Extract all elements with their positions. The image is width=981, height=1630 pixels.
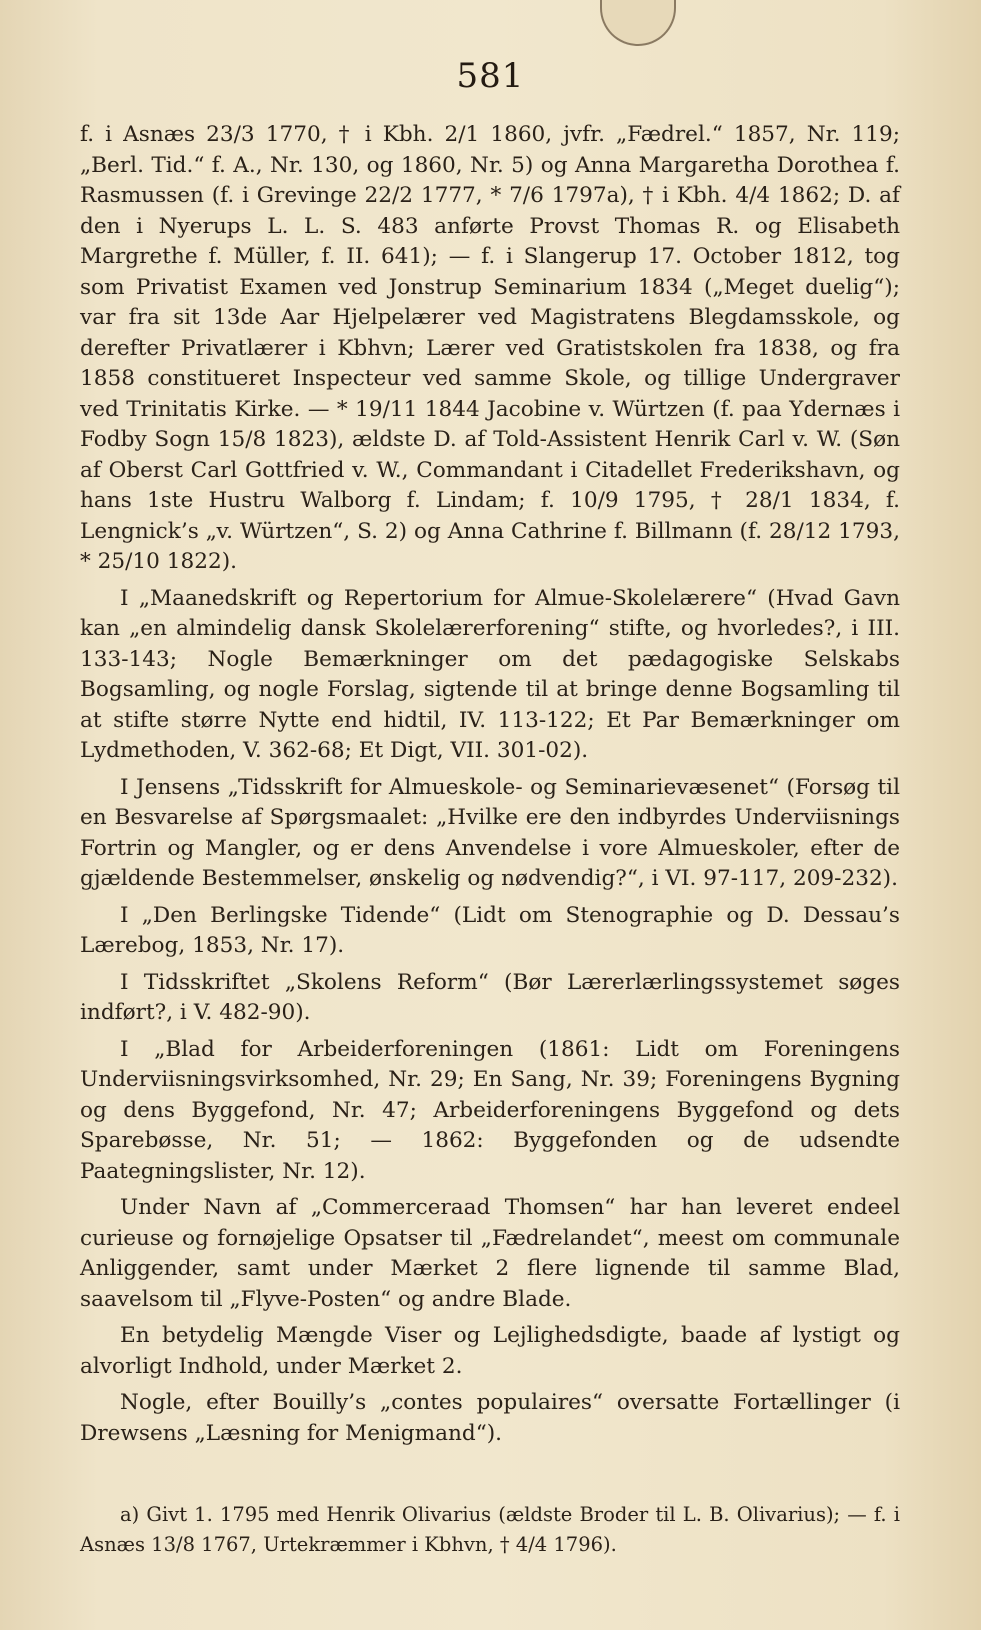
footnote: a) Givt 1. 1795 med Henrik Olivarius (ældste Broder til L. B. Olivarius); — f. i Asnæs 13/8 1767, Urtekræmmer i Kbhvn, † 4/4 1796). [80, 1503, 900, 1556]
publication-paragraph: I Jensens „Tidsskrift for Almueskole- og Seminarievæsenet“ (Forsøg til en Besvarelse af Spørgsmaalet: „Hvilke ere den indbyrdes Underviisnings Fortrin og Mangler, og er dens Anvendelse i vore Almueskoler, efter de gjældende Bestemmelser, ønskelig og nødvendig?“, i VI. 97-117, 209-232). [80, 774, 900, 891]
publication-paragraph: I „Blad for Arbeiderforeningen (1861: Lidt om Foreningens Underviisningsvirksomhed, Nr. 29; En Sang, Nr. 39; Foreningens Bygning og dens Byggefond, Nr. 47; Arbeiderforeningens Byggefond og dets Sparebøsse, Nr. 51; — 1862: Byggefonden og de udsendte Paategningslister, Nr. 12). [80, 1036, 900, 1184]
publication-paragraph: Under Navn af „Commerceraad Thomsen“ har han leveret endeel curieuse og fornøjelige Opsatser til „Fædrelandet“, meest om communale Anliggender, samt under Mærket 2 flere lignende til samme Blad, saavelsom til „Flyve-Posten“ og andre Blade. [80, 1195, 900, 1312]
publication-paragraph: I „Maanedskrift og Repertorium for Almue-Skolelærere“ (Hvad Gavn kan „en almindelig dansk Skolelærerforening“ stifte, og hvorledes?, i III. 133-143; Nogle Bemærkninger om det pædagogiske Selskabs Bogsamling, og nogle Forslag, sigtende til at bringe denne Bogsamling til at stifte større Nytte end hidtil, IV. 113-122; Et Par Bemærkninger om Lydmethoden, V. 362-68; Et Digt, VII. 301-02). [80, 585, 900, 763]
publication-paragraph: Nogle, efter Bouilly’s „contes populaires“ oversatte Fortællinger (i Drewsens „Læsning for Menigmand“). [80, 1390, 900, 1446]
biography-paragraph: f. i Asnæs 23/3 1770, † i Kbh. 2/1 1860, jvfr. „Fædrel.“ 1857, Nr. 119; „Berl. Tid.“ f. A., Nr. 130, og 1860, Nr. 5) og Anna Margaretha Dorothea f. Rasmussen (f. i Grevinge 22/2 1777, * 7/6 1797a), † i Kbh. 4/4 1862; D. af den i Nyerups L. L. S. 483 anførte Provst Thomas R. og Elisabeth Margrethe f. Müller, f. II. 641); — f. i Slangerup 17. October 1812, tog som Privatist Examen ved Jonstrup Seminarium 1834 („Meget duelig“); var fra sit 13de Aar Hjelpelærer ved Magistratens Blegdamsskole, og derefter Privatlærer i Kbhvn; Lærer ved Gratistskolen fra 1838, og fra 1858 constitueret Inspecteur ved samme Skole, og tillige Undergraver ved Trinitatis Kirke. — * 19/11 1844 Jacobine v. Würtzen (f. paa Ydernæs i Fodby Sogn 15/8 1823), ældste D. af Told-Assistent Henrik Carl v. W. (Søn af Oberst Carl Gottfried v. W., Commandant i Citadellet Frederikshavn, og hans 1ste Hustru Walborg f. Lindam; f. 10/9 1795, † 28/1 1834, f. Lengnick’s „v. Würtzen“, S. 2) og Anna Cathrine f. Billmann (f. 28/12 1793, * 25/10 1822). [80, 122, 900, 574]
publication-paragraph: I „Den Berlingske Tidende“ (Lidt om Stenographie og D. Dessau’s Lærebog, 1853, Nr. 17). [80, 902, 900, 958]
page-notch [600, 0, 676, 46]
publication-paragraph: I Tidsskriftet „Skolens Reform“ (Bør Lærerlærlingssystemet søges indført?, i V. 482-90). [80, 969, 900, 1025]
publication-paragraph: En betydelig Mængde Viser og Lejlighedsdigte, baade af lystigt og alvorligt Indhold, under Mærket 2. [80, 1323, 900, 1379]
body-text [80, 120, 900, 1566]
page-number: 581 [456, 56, 525, 96]
